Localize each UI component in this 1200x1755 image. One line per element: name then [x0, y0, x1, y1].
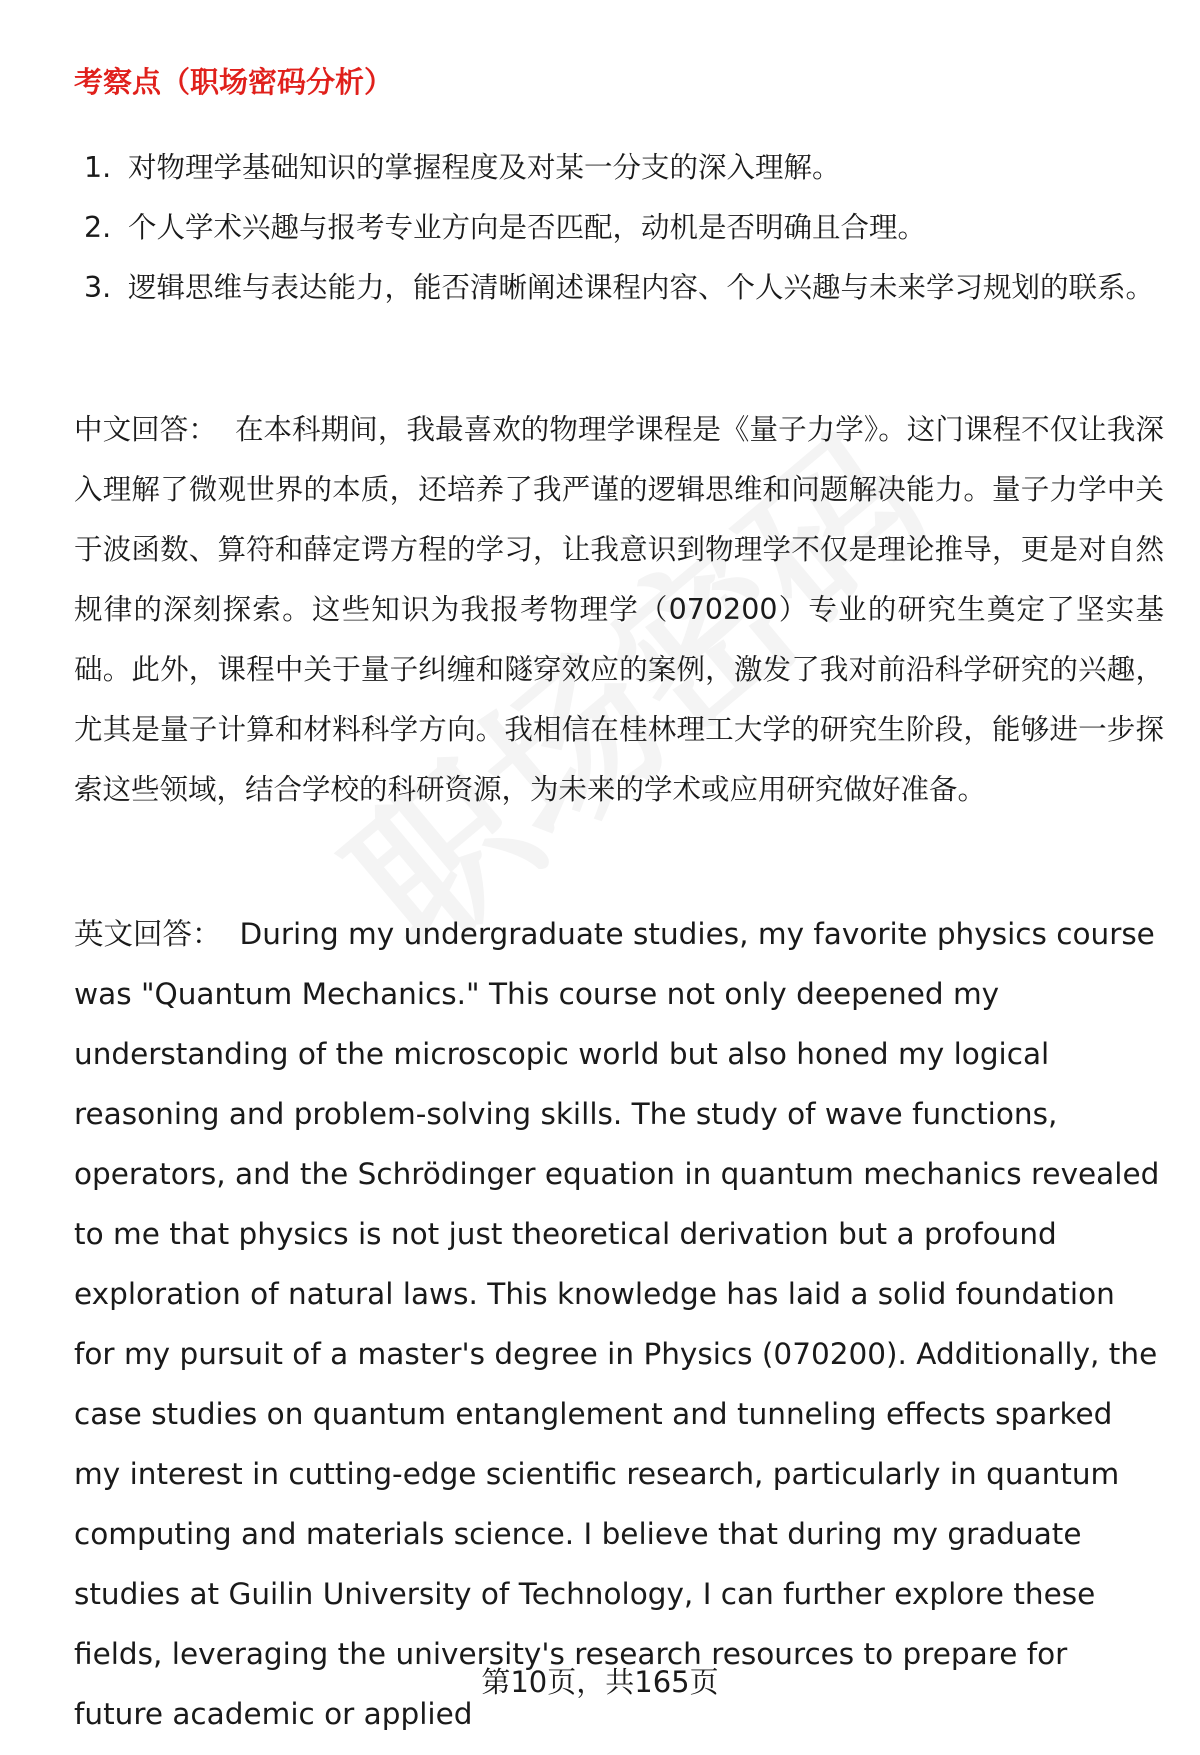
assessment-points-list: [74, 138, 1154, 318]
chinese-answer-text: 在本科期间，我最喜欢的物理学课程是《量子力学》。这门课程不仅让我深入理解了微观世界的本质，还培养了我严谨的逻辑思维和问题解决能力。量子力学中关于波函数、算符和薛定谔方程的学习，让我意识到物理学不仅是理论推导，更是对自然规律的深刻探索。这些知识为我报考物理学（070200）专业的研究生奠定了坚实基础。此外，课程中关于量子纠缠和隧穿效应的案例，激发了我对前沿科学研究的兴趣，尤其是量子计算和材料科学方向。我相信在桂林理工大学的研究生阶段，能够进一步探索这些领域，结合学校的科研资源，为未来的学术或应用研究做好准备。: [74, 413, 1164, 806]
list-item-number: 1.: [84, 151, 112, 184]
page-number-footer: 第10页，共165页: [481, 1665, 719, 1699]
list-item: [74, 138, 1154, 198]
english-answer-paragraph: [74, 904, 1164, 1744]
section-heading: 考察点（职场密码分析）: [74, 65, 394, 99]
chinese-answer-label: 中文回答：: [74, 413, 217, 446]
list-item-text: 逻辑思维与表达能力，能否清晰阐述课程内容、个人兴趣与未来学习规划的联系。: [128, 271, 1155, 304]
list-item-text: 个人学术兴趣与报考专业方向是否匹配，动机是否明确且合理。: [128, 211, 927, 244]
english-answer-text: During my undergraduate studies, my favorite physics course was "Quantum Mechanics." This course not only deepened my understanding of the microscopic world but also honed my logical reasoning and problem-solving skills. The study of wave functions, operators, and the Schrödinger equation in quantum mechanics revealed to me that physics is not just theoretical derivation but a profound exploration of natural laws. This knowledge has laid a solid foundation for my pursuit of a master's degree in Physics (070200). Additionally, the case studies on quantum entanglement and tunneling effects sparked my interest in cutting-edge scientific research, particularly in quantum computing and materials science. I believe that during my graduate studies at Guilin University of Technology, I can further explore these fields, leveraging the university's research resources to prepare for future academic or applied: [74, 917, 1160, 1731]
list-item-text: 对物理学基础知识的掌握程度及对某一分支的深入理解。: [128, 151, 841, 184]
list-item: [74, 258, 1154, 318]
chinese-answer-paragraph: [74, 400, 1164, 820]
list-item: [74, 198, 1154, 258]
list-item-number: 2.: [84, 211, 112, 244]
list-item-number: 3.: [84, 271, 112, 304]
english-answer-label: 英文回答：: [74, 917, 222, 951]
